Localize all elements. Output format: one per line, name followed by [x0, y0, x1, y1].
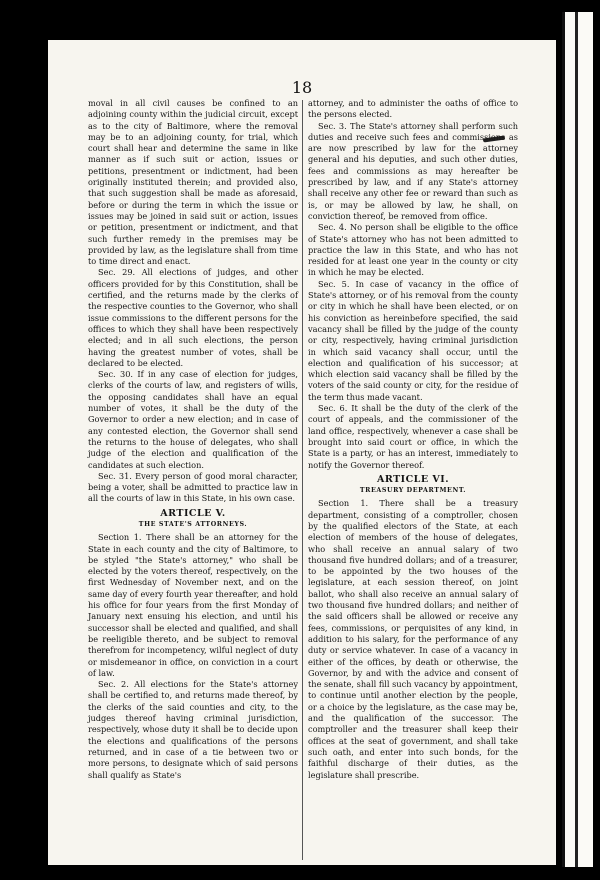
page-number: 18	[291, 78, 313, 97]
paragraph: Sec. 29. All elections of judges, and other officers provided for by this Constitution, shall be certified, and the returns made by the clerks of the respective counties to the Governor, who shall issue commissions to the different persons for the offices to which they shall have been respectively elected; and in all such elections, the person having the greatest number of votes, shall be declared to be elected.	[88, 267, 298, 368]
paragraph: Section 1. There shall be an attorney for the State in each county and the city of Baltimore, to be styled "the State's attorney," who shall be elected by the voters thereof, respectively, on the first Wednesday of November next, and on the same day of every fourth year thereafter, and hold his office for four years from the first Monday of January next ensuing his election, and until his successor shall be elected and qualified, and shall be reeligible thereto, and be subject to removal therefrom for incompetency, wilful neglect of duty or misdemeanor in office, on conviction in a court of law.	[88, 532, 298, 678]
article-heading: ARTICLE V.	[160, 507, 226, 519]
paragraph: Section 1. There shall be a treasury department, consisting of a comptroller, chosen by the qualified electors of the State, at each election of members of the house of delegates, who shall receive an annual salary of two thousand five hundred dollars; and of a treasurer, to be appointed by the two houses of the legislature, at each session thereof, on joint ballot, who shall also receive an annual salary of two thousand five hundred dollars; and neither of the said officers shall be allowed or receive any fees, commissions, or perquisites of any kind, in addition to his salary, for the performance of any duty or service whatever. In case of a vacancy in either of the offices, by death or otherwise, the Governor, by and with the advice and consent of the senate, shall fill such vacancy by appointment, to continue until another election by the people, or a choice by the legislature, as the case may be, and the qualification of the successor. The comptroller and the treasurer shall keep their offices at the seat of government, and shall take such oath, and enter into such bonds, for the faithful discharge of their duties, as the legislature shall prescribe.	[308, 498, 518, 780]
paragraph: moval in all civil causes be confined to an adjoining county within the judicial circuit, except as to the city of Baltimore, where the removal may be to an adjoining county, for trial, which court shall hear and determine the same in like manner as if such suit or action, issues or petitions, presentment or indictment, had been originally instituted therein; and provided also, that such suggestion shall be made as aforesaid, before or during the term in which the issue or issues may be joined in said suit or action, issues or petition, presentment or indictment, and that such further remedy in the premises may be provided by law, as the legislature shall from time to time direct and enact.	[88, 98, 298, 267]
paragraph: Sec. 31. Every person of good moral character, being a voter, shall be admitted to practice law in all the courts of law in this State, in his own case.	[88, 470, 298, 504]
paragraph: Sec. 30. If in any case of election for judges, clerks of the courts of law, and registers of wills, the opposing candidates shall have an equal number of votes, it shall be the duty of the Governor to order a new election; and in case of any contested election, the Governor shall send the returns to the house of delegates, who shall judge of the election and qualification of the candidates at such election.	[88, 369, 298, 470]
right-column	[308, 98, 518, 781]
paragraph: Sec. 4. No person shall be eligible to the office of State's attorney who has not been admitted to practice the law in this State, and who has not resided for at least one year in the county or city in which he may be elected.	[308, 222, 518, 278]
paragraph: Sec. 2. All elections for the State's attorney shall be certified to, and returns made thereof, by the clerks of the said counties and city, to the judges thereof having criminal jurisdiction, respectively, whose duty it shall be to decide upon the elections and qualifications of the persons returned, and in case of a tie between two or more persons, to designate which of said persons shall qualify as State's	[88, 679, 298, 780]
column-divider	[302, 100, 303, 860]
article-heading: ARTICLE VI.	[376, 473, 450, 485]
paragraph: Sec. 6. It shall be the duty of the clerk of the court of appeals, and the commissioner of the land office, respectively, whenever a case shall be brought into said court or office, in which the State is a party, or has an interest, immediately to notify the Governor thereof.	[308, 403, 518, 470]
paragraph: Sec. 5. In case of vacancy in the office of State's attorney, or of his removal from the county or city in which he shall have been elected, or on his conviction as hereinbefore specified, the said vacancy shall be filled by the judge of the county or city, respectively, having criminal jurisdiction in which said vacancy shall occur, until the election and qualification of his successor; at which election said vacancy shall be filled by the voters of the said county or city, for the residue of the term thus made vacant.	[308, 278, 518, 402]
document-page	[48, 40, 556, 865]
adjacent-page-edge	[562, 12, 593, 867]
paragraph: attorney, and to administer the oaths of office to the persons elected.	[308, 98, 518, 120]
article-subheading: THE STATE'S ATTORNEYS.	[138, 520, 248, 528]
article-subheading: TREASURY DEPARTMENT.	[359, 487, 467, 495]
left-column	[88, 98, 298, 781]
paragraph: Sec. 3. The State's attorney shall perform such duties and receive such fees and commissions as are now prescribed by law for the attorney general and his deputies, and such other duties, fees and commissions as may hereafter be prescribed by law, and if any State's attorney shall receive any other fee or reward than such as is, or may be allowed by law, he shall, on conviction thereof, be removed from office.	[308, 120, 518, 221]
